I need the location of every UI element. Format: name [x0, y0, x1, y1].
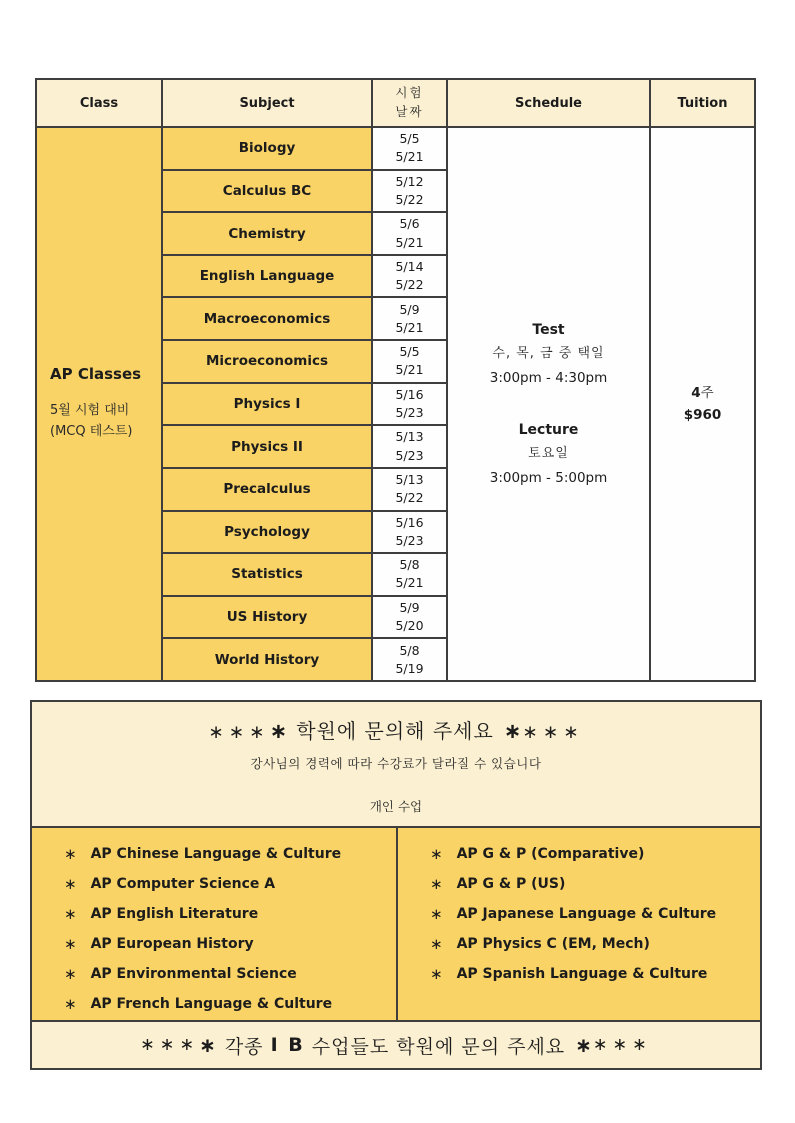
list-item	[64, 989, 396, 1019]
course-name: AP G & P (Comparative)	[456, 846, 645, 862]
subject-precalculus: Precalculus	[163, 469, 371, 510]
asterisk-bullet-icon: ∗	[64, 965, 77, 983]
course-name: AP European History	[90, 936, 254, 952]
schedule-cell	[448, 128, 649, 680]
date-line: 5/23	[395, 532, 424, 548]
schedule-test-label: Test	[532, 321, 565, 338]
list-item	[64, 839, 396, 869]
dates-statistics	[373, 554, 446, 595]
class-group-subtitle-line2: (MCQ 테스트)	[50, 423, 133, 439]
schedule-test-days: 수, 목, 금 중 택일	[492, 345, 605, 361]
dates-english-language	[373, 256, 446, 297]
date-line: 5/20	[395, 618, 424, 634]
header-exam-date-line1: 시험	[395, 85, 424, 101]
header-exam-date	[373, 80, 446, 126]
ib-notice-line	[32, 1022, 760, 1068]
notice-title-line	[32, 715, 760, 744]
course-name: AP English Literature	[90, 906, 259, 922]
date-line: 5/13	[395, 472, 424, 488]
asterisk-bullet-icon: ∗	[430, 875, 443, 893]
dates-world-history	[373, 639, 446, 680]
subject-world-history: World History	[163, 639, 371, 680]
date-line: 5/19	[395, 660, 424, 676]
subject-statistics: Statistics	[163, 554, 371, 595]
list-item	[430, 929, 760, 959]
date-line: 5/21	[395, 362, 424, 378]
date-line: 5/5	[399, 131, 420, 147]
notice-top-section	[32, 702, 760, 826]
asterisk-bullet-icon: ∗	[64, 875, 77, 893]
subject-calculus-bc: Calculus BC	[163, 171, 371, 212]
date-line: 5/12	[395, 173, 424, 189]
asterisk-bullet-icon: ∗	[64, 995, 77, 1013]
subject-physics-1: Physics I	[163, 384, 371, 425]
course-name: AP Environmental Science	[90, 966, 297, 982]
star-decoration: ∗∗∗	[208, 722, 270, 743]
class-group-cell	[37, 128, 161, 680]
list-item	[430, 959, 760, 989]
course-name: AP Japanese Language & Culture	[456, 906, 717, 922]
list-item	[64, 869, 396, 899]
star-decoration: ∗∗∗	[522, 722, 584, 743]
date-line: 5/14	[395, 259, 424, 275]
asterisk-bullet-icon: ∗	[430, 935, 443, 953]
tuition-weeks-unit: 주	[700, 384, 714, 401]
dates-precalculus	[373, 469, 446, 510]
date-line: 5/6	[399, 216, 420, 232]
date-line: 5/8	[399, 557, 420, 573]
asterisk-bullet-icon: ∗	[64, 905, 77, 923]
dates-macroeconomics	[373, 298, 446, 339]
dates-psychology	[373, 512, 446, 553]
course-name: AP Spanish Language & Culture	[456, 966, 708, 982]
class-group-title: AP Classes	[50, 365, 142, 384]
subject-macroeconomics: Macroeconomics	[163, 298, 371, 339]
star-decoration: ∗	[199, 1033, 217, 1057]
date-line: 5/23	[395, 404, 424, 420]
notice-box	[30, 700, 762, 1070]
tuition-weeks-number: 4	[691, 384, 701, 401]
ap-extra-courses-section	[32, 826, 760, 1022]
date-line: 5/16	[395, 386, 424, 402]
dates-biology	[373, 128, 446, 169]
subject-us-history: US History	[163, 597, 371, 638]
date-line: 5/13	[395, 429, 424, 445]
schedule-lecture-time: 3:00pm - 5:00pm	[489, 469, 608, 486]
date-line: 5/22	[395, 191, 424, 207]
tuition-duration	[691, 382, 713, 404]
class-group-subtitle	[50, 401, 132, 443]
asterisk-bullet-icon: ∗	[64, 845, 77, 863]
star-decoration: ∗	[503, 719, 523, 743]
dates-microeconomics	[373, 341, 446, 382]
date-line: 5/21	[395, 149, 424, 165]
ib-text-bold: I B	[270, 1034, 305, 1056]
course-name: AP Chinese Language & Culture	[90, 846, 342, 862]
star-decoration: ∗∗∗	[140, 1035, 200, 1055]
tuition-price: $960	[683, 406, 722, 423]
asterisk-bullet-icon: ∗	[430, 905, 443, 923]
subject-physics-2: Physics II	[163, 426, 371, 467]
ap-extra-list-left	[32, 828, 396, 1020]
list-item	[430, 869, 760, 899]
date-line: 5/23	[395, 447, 424, 463]
header-tuition: Tuition	[651, 80, 754, 126]
class-group-subtitle-line1: 5월 시험 대비	[50, 403, 130, 419]
subject-psychology: Psychology	[163, 512, 371, 553]
ib-text-post: 수업들도 학원에 문의 주세요	[311, 1035, 566, 1058]
star-decoration: ∗	[269, 719, 289, 743]
date-line: 5/21	[395, 319, 424, 335]
private-lesson-text: 개인 수업	[369, 799, 423, 814]
list-item	[64, 959, 396, 989]
list-item	[64, 899, 396, 929]
subject-biology: Biology	[163, 128, 371, 169]
asterisk-bullet-icon: ∗	[64, 935, 77, 953]
date-line: 5/22	[395, 490, 424, 506]
dates-physics-1	[373, 384, 446, 425]
course-name: AP G & P (US)	[456, 876, 566, 892]
schedule-lecture-day: 토요일	[528, 445, 569, 461]
list-item	[64, 929, 396, 959]
date-line: 5/21	[395, 575, 424, 591]
list-item	[430, 839, 760, 869]
ib-text-pre: 각종	[224, 1035, 264, 1058]
schedule-lecture-label: Lecture	[518, 421, 579, 438]
header-exam-date-line2: 날짜	[395, 104, 424, 119]
date-line: 5/5	[399, 344, 420, 360]
header-schedule: Schedule	[448, 80, 649, 126]
dates-physics-2	[373, 426, 446, 467]
notice-title-text: 학원에 문의해 주세요	[296, 719, 494, 743]
star-decoration: ∗	[575, 1033, 593, 1057]
header-subject: Subject	[163, 80, 371, 126]
subject-chemistry: Chemistry	[163, 213, 371, 254]
date-line: 5/21	[395, 234, 424, 250]
subject-english-language: English Language	[163, 256, 371, 297]
dates-us-history	[373, 597, 446, 638]
asterisk-bullet-icon: ∗	[430, 845, 443, 863]
course-name: AP Computer Science A	[90, 876, 276, 892]
course-name: AP Physics C (EM, Mech)	[456, 936, 650, 952]
ap-extra-list-right	[396, 828, 760, 1020]
course-name: AP French Language & Culture	[90, 996, 333, 1012]
schedule-test-time: 3:00pm - 4:30pm	[489, 369, 608, 386]
header-class: Class	[37, 80, 161, 126]
dates-calculus-bc	[373, 171, 446, 212]
tuition-cell	[651, 128, 754, 680]
date-line: 5/22	[395, 277, 424, 293]
asterisk-bullet-icon: ∗	[430, 965, 443, 983]
subject-microeconomics: Microeconomics	[163, 341, 371, 382]
dates-chemistry	[373, 213, 446, 254]
date-line: 5/9	[399, 599, 420, 615]
ap-schedule-table	[35, 78, 756, 682]
date-line: 5/8	[399, 642, 420, 658]
list-item	[430, 899, 760, 929]
date-line: 5/9	[399, 301, 420, 317]
date-line: 5/16	[395, 514, 424, 530]
notice-subtitle: 강사님의 경력에 따라 수강료가 달라질 수 있습니다	[250, 756, 542, 771]
star-decoration: ∗∗∗	[592, 1035, 652, 1055]
